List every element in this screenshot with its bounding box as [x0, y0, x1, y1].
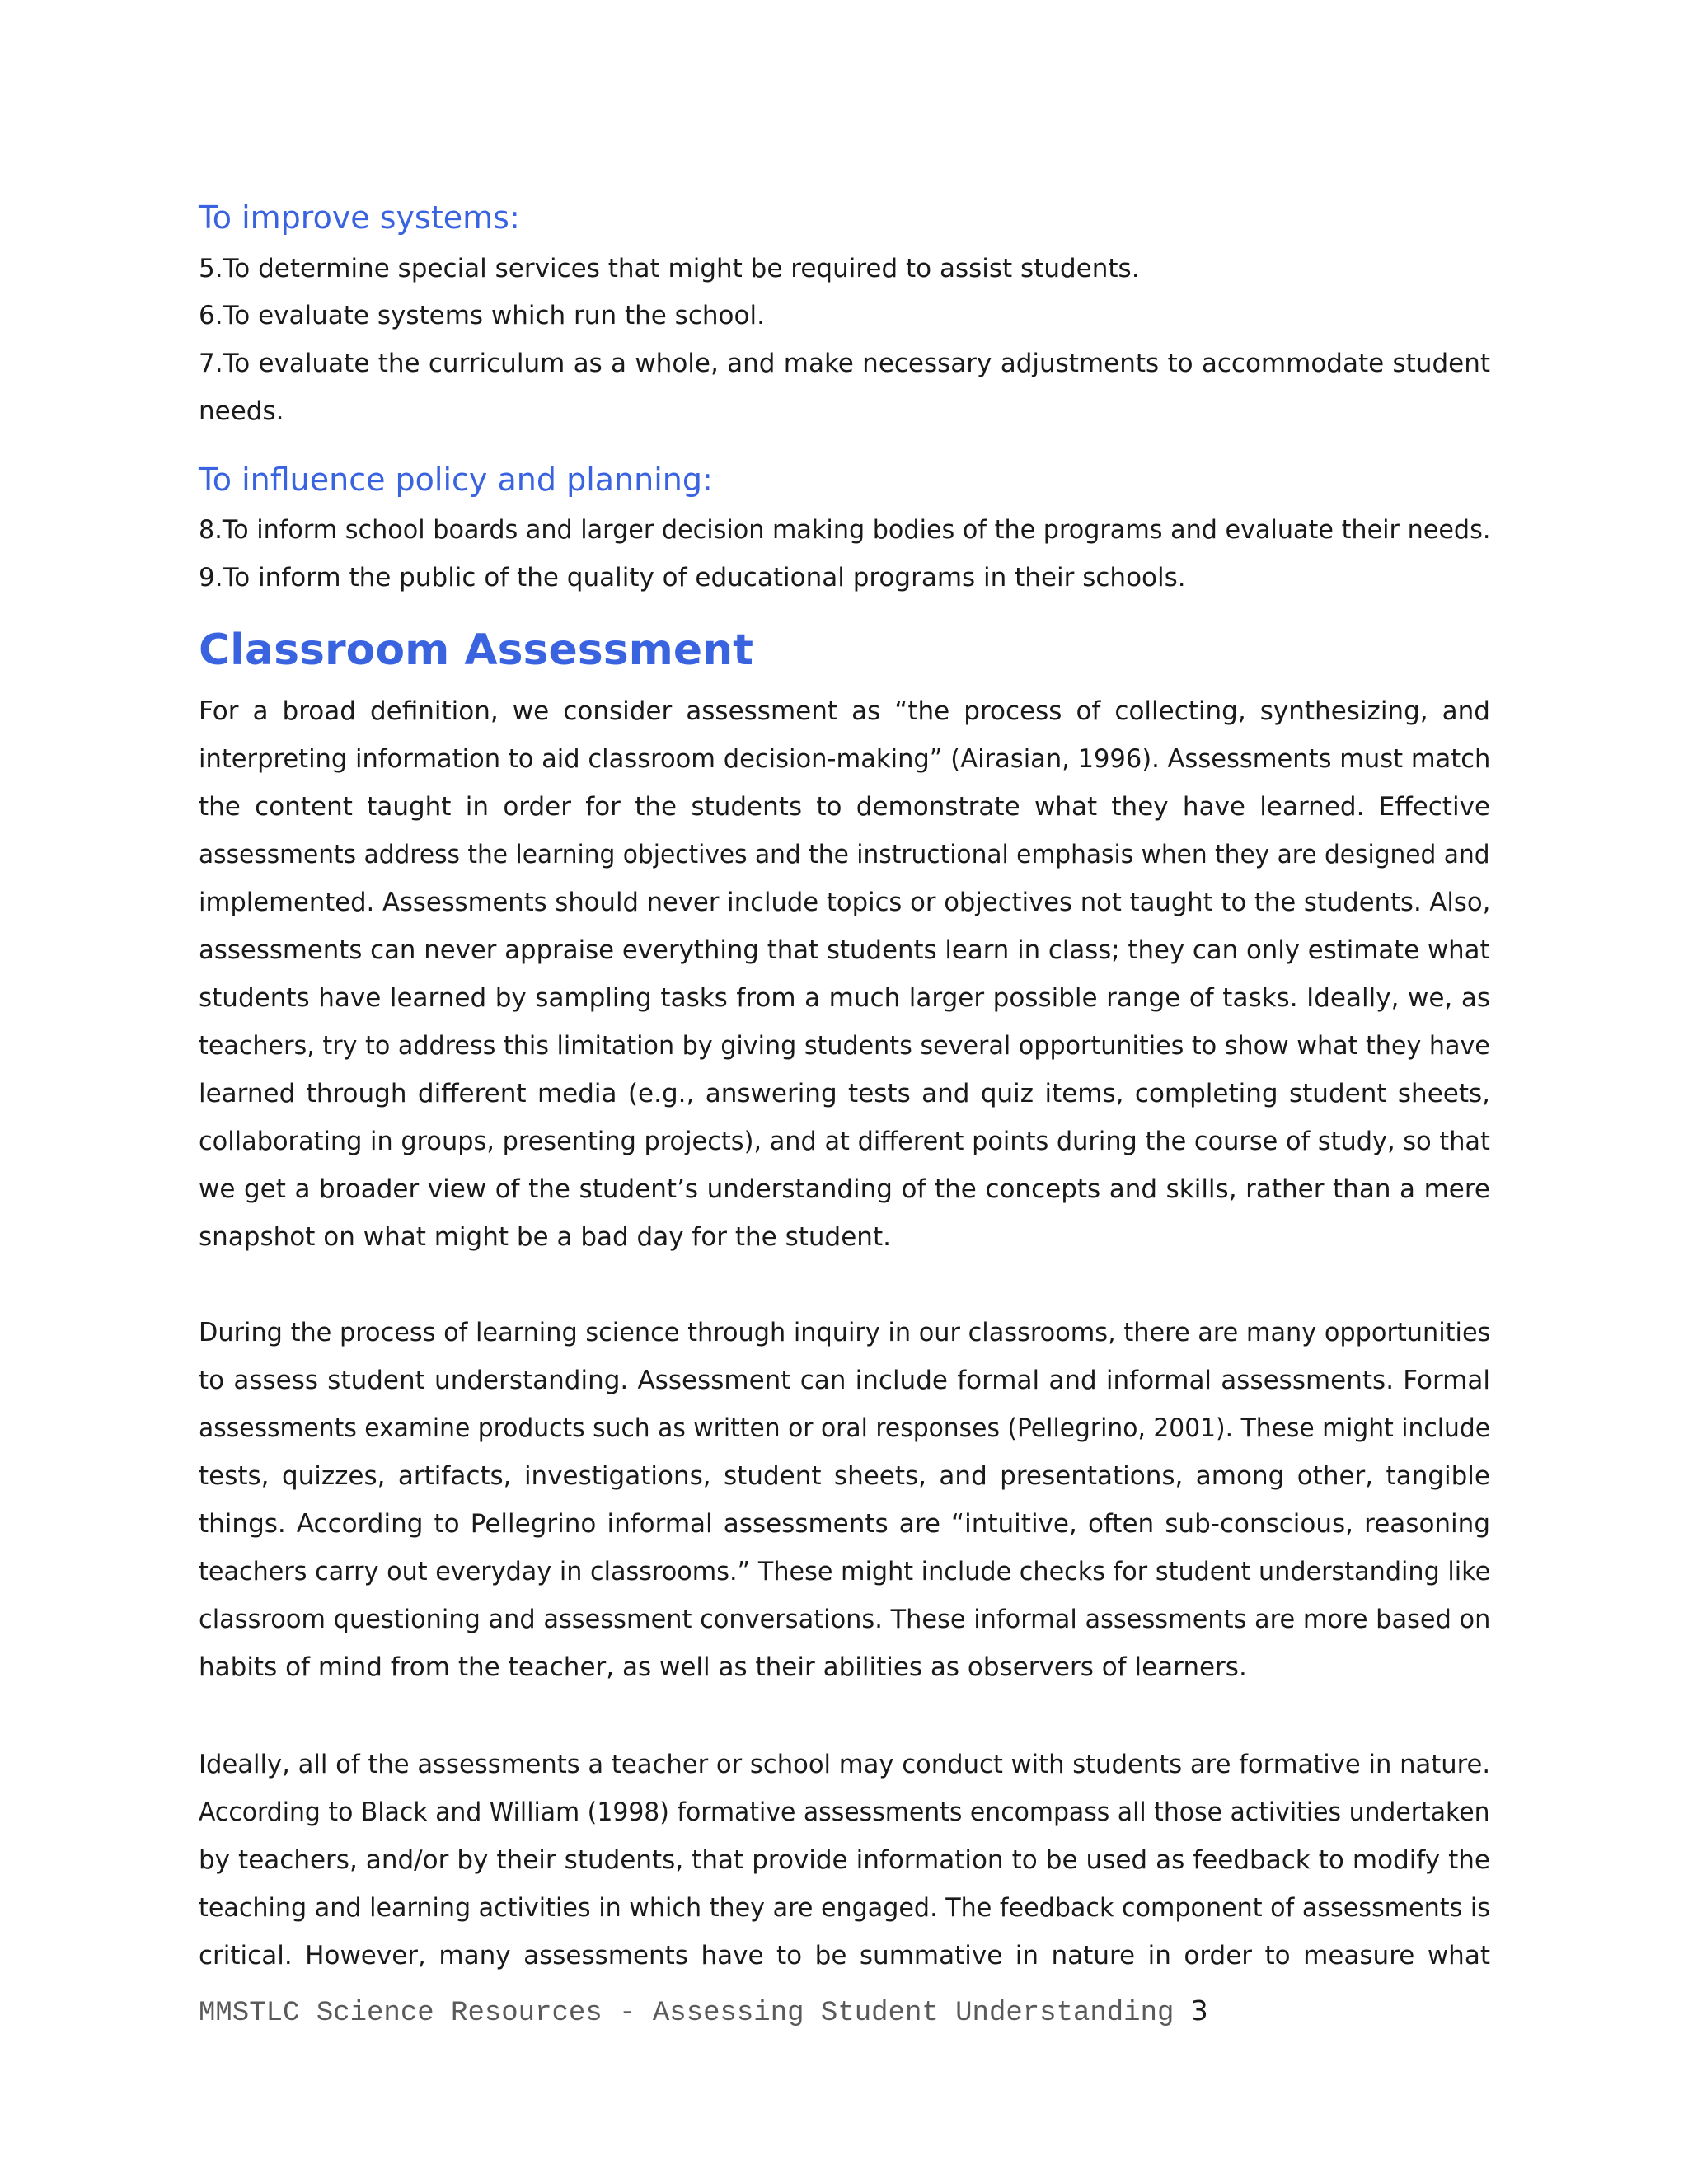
list-item-5: 5.To determine special services that might be required to assist students.: [199, 254, 1140, 284]
page-footer: [199, 1994, 1208, 2029]
paragraph-line: snapshot on what might be a bad day for the student.: [199, 1222, 891, 1252]
classroom-assessment-heading: Classroom Assessment: [199, 626, 754, 675]
list-item-7-continued: needs.: [199, 396, 284, 426]
paragraph-line: teachers carry out everyday in classrooms.” These might include checks for student understanding like: [199, 1557, 1491, 1586]
section-heading-improve-systems: To improve systems:: [199, 199, 520, 236]
paragraph-line: teaching and learning activities in which they are engaged. The feedback component of assessments is: [199, 1893, 1490, 1923]
paragraph-line: critical. However, many assessments have to be summative in nature in order to measure what: [199, 1941, 1490, 1971]
paragraph-line: habits of mind from the teacher, as well as their abilities as observers of learners.: [199, 1652, 1247, 1682]
paragraph-line: assessments address the learning objectives and the instructional emphasis when they are designed and: [199, 840, 1490, 869]
document-page: [199, 0, 1490, 2184]
paragraph-line: learned through different media (e.g., answering tests and quiz items, completing student sheets,: [199, 1079, 1490, 1108]
paragraph-line: implemented. Assessments should never include topics or objectives not taught to the students. Also,: [199, 888, 1491, 917]
paragraph-line: assessments can never appraise everything that students learn in class; they can only estimate what: [199, 935, 1490, 965]
paragraph-line: According to Black and William (1998) formative assessments encompass all those activities undertaken: [199, 1797, 1490, 1827]
paragraph-line: we get a broader view of the student’s understanding of the concepts and skills, rather than a mere: [199, 1174, 1490, 1204]
paragraph-line: During the process of learning science through inquiry in our classrooms, there are many opportunities: [199, 1318, 1491, 1347]
paragraph-line: Ideally, all of the assessments a teacher or school may conduct with students are formative in nature.: [199, 1750, 1491, 1779]
paragraph-line: things. According to Pellegrino informal assessments are “intuitive, often sub-conscious, reasoning: [199, 1509, 1490, 1539]
list-item-9: 9.To inform the public of the quality of educational programs in their schools.: [199, 563, 1186, 593]
list-item-7: 7.To evaluate the curriculum as a whole, and make necessary adjustments to accommodate student: [199, 349, 1490, 378]
paragraph-line: teachers, try to address this limitation by giving students several opportunities to show what they have: [199, 1031, 1490, 1061]
paragraph-line: to assess student understanding. Assessment can include formal and informal assessments. Formal: [199, 1366, 1490, 1395]
paragraph-line: the content taught in order for the students to demonstrate what they have learned. Effective: [199, 792, 1490, 822]
footer-text: MMSTLC Science Resources - Assessing Student Understanding: [199, 1998, 1191, 2029]
paragraph-line: interpreting information to aid classroom decision-making” (Airasian, 1996). Assessments must match: [199, 744, 1491, 774]
paragraph-line: classroom questioning and assessment conversations. These informal assessments are more based on: [199, 1605, 1491, 1634]
list-item-8: 8.To inform school boards and larger decision making bodies of the programs and evaluate their needs.: [199, 515, 1491, 545]
list-item-6: 6.To evaluate systems which run the school.: [199, 301, 765, 330]
section-heading-policy-planning: To influence policy and planning:: [199, 462, 713, 498]
page-number: 3: [1190, 1994, 1208, 2027]
paragraph-line: students have learned by sampling tasks from a much larger possible range of tasks. Ideally, we, as: [199, 983, 1490, 1013]
paragraph-line: For a broad definition, we consider assessment as “the process of collecting, synthesizing, and: [199, 696, 1490, 726]
paragraph-line: collaborating in groups, presenting projects), and at different points during the course of study, so that: [199, 1127, 1490, 1156]
paragraph-line: tests, quizzes, artifacts, investigations, student sheets, and presentations, among other, tangible: [199, 1461, 1490, 1491]
paragraph-line: by teachers, and/or by their students, that provide information to be used as feedback to modify the: [199, 1845, 1490, 1875]
paragraph-line: assessments examine products such as written or oral responses (Pellegrino, 2001). These might include: [199, 1413, 1491, 1443]
